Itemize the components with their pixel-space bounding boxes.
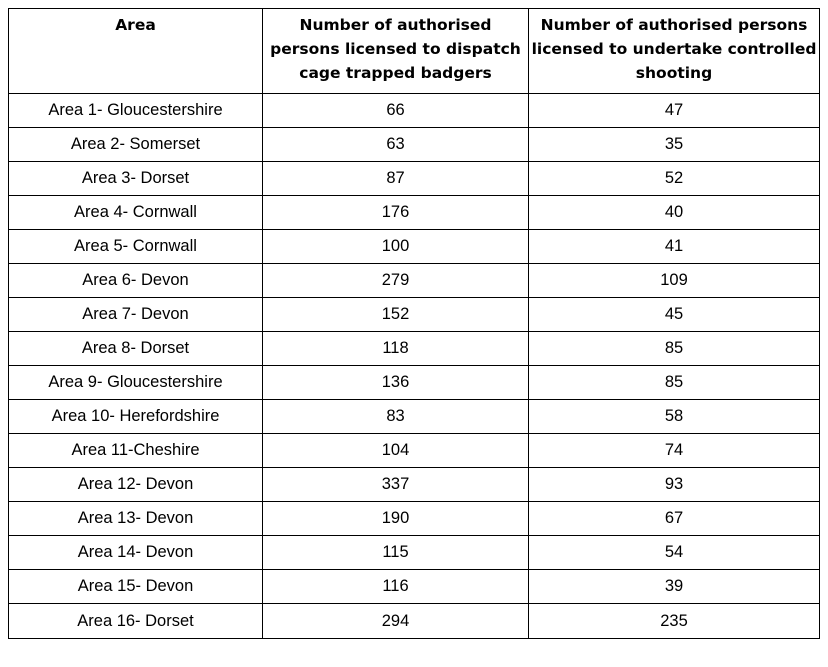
cell-shooting-count: 93 bbox=[529, 468, 820, 502]
table-row bbox=[9, 128, 820, 162]
cell-area: Area 4- Cornwall bbox=[9, 196, 263, 230]
cell-area: Area 10- Herefordshire bbox=[9, 400, 263, 434]
cell-area: Area 16- Dorset bbox=[9, 604, 263, 639]
cell-shooting-count: 235 bbox=[529, 604, 820, 639]
cell-shooting-count: 85 bbox=[529, 332, 820, 366]
cell-area: Area 9- Gloucestershire bbox=[9, 366, 263, 400]
cell-shooting-count: 45 bbox=[529, 298, 820, 332]
table-row bbox=[9, 502, 820, 536]
table-row bbox=[9, 536, 820, 570]
table-row bbox=[9, 604, 820, 639]
cell-area: Area 2- Somerset bbox=[9, 128, 263, 162]
cell-area: Area 13- Devon bbox=[9, 502, 263, 536]
table-row bbox=[9, 468, 820, 502]
table-body bbox=[9, 94, 820, 639]
header-row bbox=[9, 9, 820, 94]
cell-area: Area 11-Cheshire bbox=[9, 434, 263, 468]
cell-shooting-count: 67 bbox=[529, 502, 820, 536]
table-row bbox=[9, 162, 820, 196]
cell-dispatch-count: 136 bbox=[263, 366, 529, 400]
cell-dispatch-count: 63 bbox=[263, 128, 529, 162]
header-dispatch-count: Number of authorised persons licensed to dispatch cage trapped badgers bbox=[263, 9, 529, 94]
cell-area: Area 8- Dorset bbox=[9, 332, 263, 366]
cell-dispatch-count: 87 bbox=[263, 162, 529, 196]
cell-dispatch-count: 83 bbox=[263, 400, 529, 434]
cell-dispatch-count: 176 bbox=[263, 196, 529, 230]
cell-area: Area 6- Devon bbox=[9, 264, 263, 298]
cell-area: Area 12- Devon bbox=[9, 468, 263, 502]
cell-shooting-count: 109 bbox=[529, 264, 820, 298]
header-shooting-count: Number of authorised persons licensed to undertake controlled shooting bbox=[529, 9, 820, 94]
table-row bbox=[9, 298, 820, 332]
cell-shooting-count: 74 bbox=[529, 434, 820, 468]
cell-shooting-count: 85 bbox=[529, 366, 820, 400]
cell-area: Area 14- Devon bbox=[9, 536, 263, 570]
table-row bbox=[9, 570, 820, 604]
cell-shooting-count: 54 bbox=[529, 536, 820, 570]
cell-dispatch-count: 100 bbox=[263, 230, 529, 264]
cell-dispatch-count: 116 bbox=[263, 570, 529, 604]
cell-dispatch-count: 118 bbox=[263, 332, 529, 366]
cell-shooting-count: 58 bbox=[529, 400, 820, 434]
cell-dispatch-count: 115 bbox=[263, 536, 529, 570]
cell-area: Area 7- Devon bbox=[9, 298, 263, 332]
cell-dispatch-count: 190 bbox=[263, 502, 529, 536]
cell-dispatch-count: 66 bbox=[263, 94, 529, 128]
cell-dispatch-count: 152 bbox=[263, 298, 529, 332]
table-row bbox=[9, 230, 820, 264]
cell-shooting-count: 52 bbox=[529, 162, 820, 196]
table-row bbox=[9, 366, 820, 400]
table-row bbox=[9, 332, 820, 366]
cell-dispatch-count: 337 bbox=[263, 468, 529, 502]
header-area: Area bbox=[9, 9, 263, 94]
cell-area: Area 15- Devon bbox=[9, 570, 263, 604]
table-row bbox=[9, 94, 820, 128]
cell-shooting-count: 40 bbox=[529, 196, 820, 230]
cell-area: Area 3- Dorset bbox=[9, 162, 263, 196]
cell-dispatch-count: 104 bbox=[263, 434, 529, 468]
cell-area: Area 5- Cornwall bbox=[9, 230, 263, 264]
cell-shooting-count: 41 bbox=[529, 230, 820, 264]
table-row bbox=[9, 264, 820, 298]
table-row bbox=[9, 196, 820, 230]
cell-area: Area 1- Gloucestershire bbox=[9, 94, 263, 128]
cell-dispatch-count: 279 bbox=[263, 264, 529, 298]
cell-shooting-count: 47 bbox=[529, 94, 820, 128]
cell-shooting-count: 39 bbox=[529, 570, 820, 604]
cell-dispatch-count: 294 bbox=[263, 604, 529, 639]
table-row bbox=[9, 434, 820, 468]
licensing-table bbox=[8, 8, 820, 639]
table-row bbox=[9, 400, 820, 434]
cell-shooting-count: 35 bbox=[529, 128, 820, 162]
